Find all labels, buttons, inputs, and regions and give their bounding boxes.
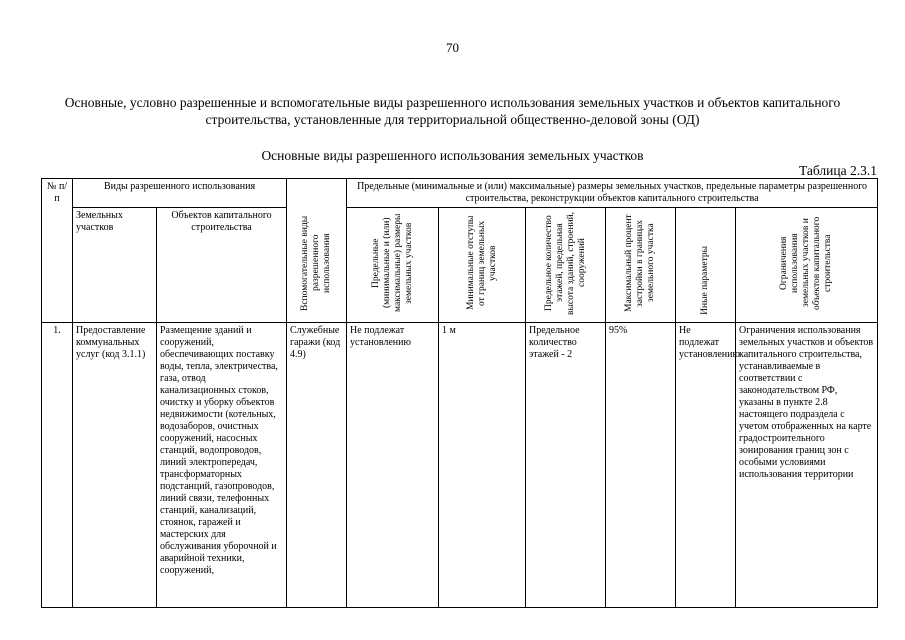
cell-setback: 1 м bbox=[439, 323, 526, 608]
cell-aux: Служебные гаражи (код 4.9) bbox=[287, 323, 347, 608]
header-floors-text: Предельное количество этажей, предельная высота зданий, строений, сооружений bbox=[543, 211, 587, 315]
header-other bbox=[676, 208, 736, 323]
header-aux-text: Вспомогательные виды разрешенного использования bbox=[300, 215, 333, 311]
cell-num: 1. bbox=[42, 323, 73, 608]
header-size bbox=[347, 208, 439, 323]
header-size-text: Предельные (минимальные и (или) максимальные) размеры земельных участков bbox=[370, 213, 414, 313]
cell-other: Не подлежат установлению bbox=[676, 323, 736, 608]
header-limits: Предельные (минимальные и (или) максимальные) размеры земельных участков, предельные параметры разрешенного строительства, реконструкции объектов капитального строительства bbox=[347, 179, 878, 208]
header-row-2 bbox=[42, 208, 878, 323]
header-aux bbox=[287, 179, 347, 323]
header-restrictions bbox=[736, 208, 878, 323]
header-coverage-text: Максимальный процент застройки в границах земельного участка bbox=[624, 214, 657, 312]
table-row bbox=[42, 323, 878, 608]
header-other-text: Иные параметры bbox=[700, 246, 711, 315]
cell-floors: Предельное количество этажей - 2 bbox=[526, 323, 606, 608]
table-caption: Таблица 2.3.1 bbox=[799, 163, 877, 178]
document-title: Основные, условно разрешенные и вспомогательные виды разрешенного использования земельных участков и объектов капитального строительства, установленные для территориальной общественно-деловой зоны (ОД) bbox=[64, 95, 841, 127]
cell-coverage: 95% bbox=[606, 323, 676, 608]
header-coverage bbox=[606, 208, 676, 323]
header-setback bbox=[439, 208, 526, 323]
header-land: Земельных участков bbox=[73, 208, 157, 323]
cell-objects: Размещение зданий и сооружений, обеспечивающих поставку воды, тепла, электричества, газа, отвод канализационных стоков, очистку и уборку объектов недвижимости (котельных, водозаборов, очистных сооружений, насосных станций, водопроводов, линий электропередач, трансформаторных подстанций, газопроводов, линий связи, телефонных станций, канализаций, стоянок, гаражей и мастерских для обслуживания уборочной и аварийной техники, сооружений, bbox=[157, 323, 287, 608]
header-row-1 bbox=[42, 179, 878, 208]
regulations-table bbox=[41, 178, 878, 608]
header-uses: Виды разрешенного использования bbox=[73, 179, 287, 208]
cell-size: Не подлежат установлению bbox=[347, 323, 439, 608]
section-subtitle: Основные виды разрешенного использования земельных участков bbox=[261, 148, 644, 163]
header-num: № п/п bbox=[42, 179, 73, 323]
header-floors bbox=[526, 208, 606, 323]
page-number: 70 bbox=[446, 40, 459, 55]
cell-land: Предоставление коммунальных услуг (код 3.1.1) bbox=[73, 323, 157, 608]
header-setback-text: Минимальные отступы от границ земельных участков bbox=[465, 215, 498, 311]
header-restrictions-text: Ограничения использования земельных участков и объектов капитального строительства bbox=[779, 216, 834, 310]
header-objects: Объектов капитального строительства bbox=[157, 208, 287, 323]
cell-restrictions: Ограничения использования земельных участков и объектов капитального строительства, устанавливаемые в соответствии с законодательством РФ, указаны в пункте 2.8 настоящего подраздела с учетом отображенных на карте градостроительного зонирования границ зон с особыми условиями использования территории bbox=[736, 323, 878, 608]
